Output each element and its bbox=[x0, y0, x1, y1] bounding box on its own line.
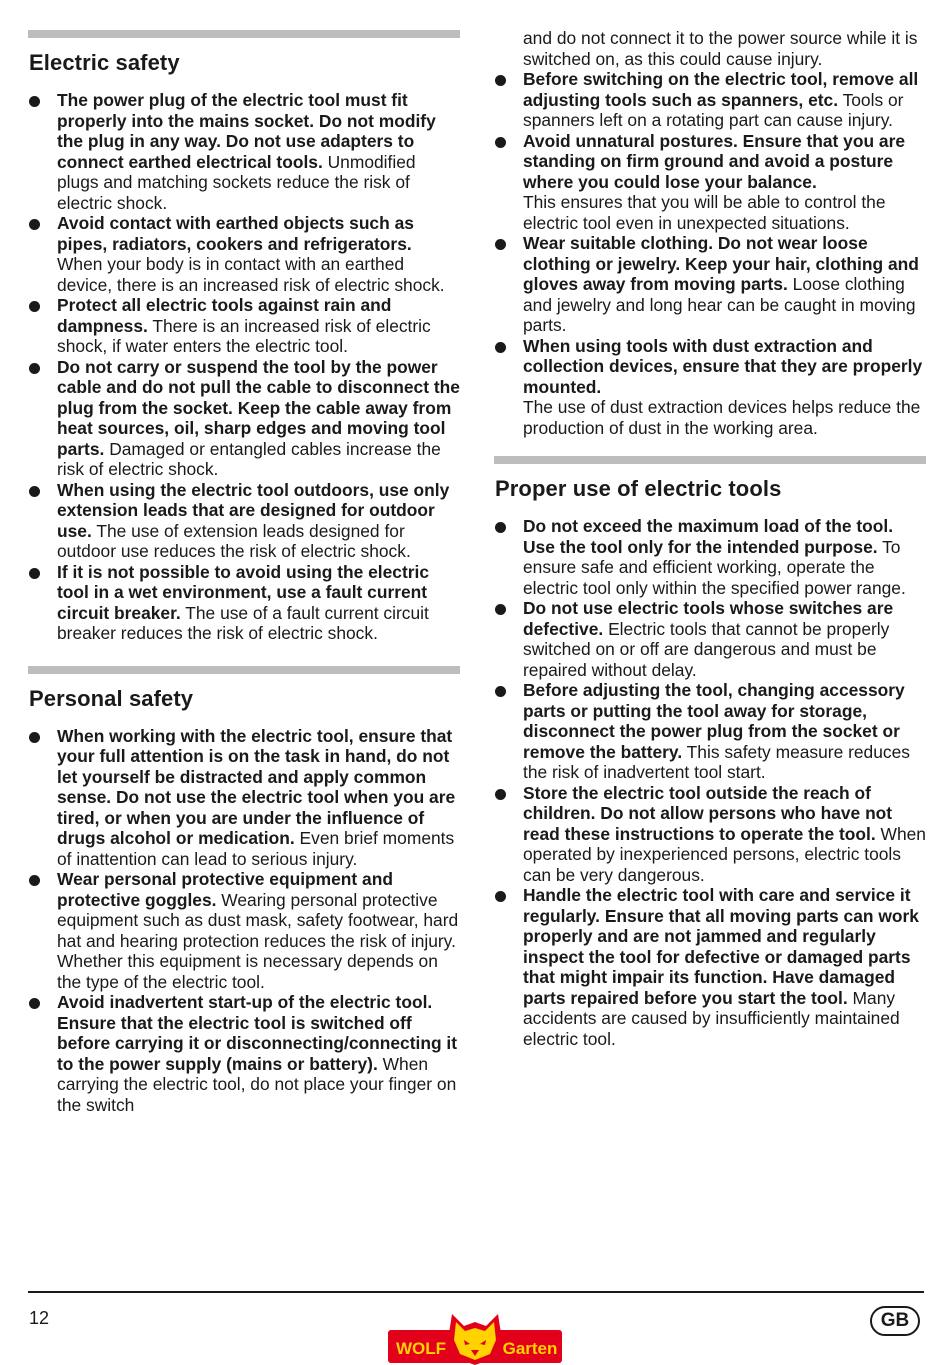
list-item: Before switching on the electric tool, remove all adjusting tools such as spanners, etc. Tools or spanners left on a rotating part can cause injury. bbox=[494, 69, 926, 131]
bullet-icon bbox=[495, 75, 506, 86]
logo-word-wolf: WOLF bbox=[395, 1339, 447, 1358]
list-item: Protect all electric tools against rain and dampness. There is an increased risk of electric shock, if water enters the electric tool. bbox=[28, 295, 460, 357]
bullet-icon bbox=[29, 568, 40, 579]
bullet-icon bbox=[495, 239, 506, 250]
section-rule bbox=[494, 456, 926, 464]
list-item: Handle the electric tool with care and service it regularly. Ensure that all moving parts can work properly and are not jammed and regularly inspect the tool for defective or damaged parts that might impair its function. Have damaged parts repaired before you start the tool. Many accidents are caused by insufficiently maintained electric tool. bbox=[494, 885, 926, 1049]
continued-paragraph: and do not connect it to the power source while it is switched on, as this could cause injury. bbox=[523, 28, 918, 69]
bullet-icon bbox=[29, 96, 40, 107]
right-column bbox=[494, 28, 926, 1049]
section-rule bbox=[28, 30, 460, 38]
list-item: Avoid inadvertent start-up of the electric tool. Ensure that the electric tool is switched off before carrying it or disconnecting/connecting it to the power supply (mains or battery). When carrying the electric tool, do not place your finger on the switch bbox=[28, 992, 460, 1115]
bullet-icon bbox=[495, 522, 506, 533]
bullet-icon bbox=[495, 342, 506, 353]
personal-safety-list-continued bbox=[494, 69, 926, 438]
bullet-icon bbox=[29, 301, 40, 312]
personal-safety-list bbox=[28, 726, 460, 1116]
list-item: Before adjusting the tool, changing accessory parts or putting the tool away for storage, disconnect the power plug from the socket or remove the battery. This safety measure reduces the risk of inadvertent tool start. bbox=[494, 680, 926, 783]
list-item: When using tools with dust extraction and collection devices, ensure that they are properly mounted. The use of dust extraction devices helps reduce the production of dust in the working area. bbox=[494, 336, 926, 439]
wolf-garten-logo bbox=[388, 1310, 562, 1365]
list-item: Avoid unnatural postures. Ensure that you are standing on firm ground and avoid a posture where you could lose your balance. This ensures that you will be able to control the electric tool even in unexpected situations. bbox=[494, 131, 926, 234]
bullet-icon bbox=[29, 732, 40, 743]
footer-rule bbox=[28, 1291, 924, 1293]
page-number: 12 bbox=[29, 1308, 50, 1328]
section-rule bbox=[28, 666, 460, 674]
list-item: Do not carry or suspend the tool by the power cable and do not pull the cable to disconnect the plug from the socket. Keep the cable away from heat sources, oil, sharp edges and moving tool parts. Damaged or entangled cables increase the risk of electric shock. bbox=[28, 357, 460, 480]
electric-safety-list bbox=[28, 90, 460, 644]
bullet-icon bbox=[495, 137, 506, 148]
section-title-personal-safety: Personal safety bbox=[29, 685, 194, 711]
list-item: The power plug of the electric tool must fit properly into the mains socket. Do not modify the plug in any way. Do not use adapters to connect earthed electrical tools. Unmodified plugs and matching sockets reduce the risk of electric shock. bbox=[28, 90, 460, 213]
section-title-proper-use: Proper use of electric tools bbox=[495, 476, 782, 501]
bullet-icon bbox=[495, 604, 506, 615]
bullet-icon bbox=[29, 219, 40, 230]
section-title-electric-safety: Electric safety bbox=[29, 50, 180, 75]
list-item: When working with the electric tool, ensure that your full attention is on the task in hand, do not let yourself be distracted and apply common sense. Do not use the electric tool when you are tired, or when you are under the influence of drugs alcohol or medication. Even brief moments of inattention can lead to serious injury. bbox=[28, 726, 460, 870]
list-item: When using the electric tool outdoors, use only extension leads that are designed for outdoor use. The use of extension leads designed for outdoor use reduces the risk of electric shock. bbox=[28, 480, 460, 562]
bullet-icon bbox=[495, 686, 506, 697]
proper-use-list bbox=[494, 516, 926, 1049]
wolf-head-icon bbox=[448, 1314, 502, 1365]
list-item: Do not use electric tools whose switches are defective. Electric tools that cannot be properly switched on or off are dangerous and must be repaired without delay. bbox=[494, 598, 926, 680]
language-badge: GB bbox=[870, 1306, 920, 1336]
list-item: Do not exceed the maximum load of the tool. Use the tool only for the intended purpose. To ensure safe and efficient working, operate the electric tool only within the specified power range. bbox=[494, 516, 926, 598]
bullet-icon bbox=[29, 486, 40, 497]
bullet-icon bbox=[495, 789, 506, 800]
list-item: Wear personal protective equipment and protective goggles. Wearing personal protective equipment such as dust mask, safety footwear, hard hat and hearing protection reduces the risk of injury. Whether this equipment is necessary depends on the type of the electric tool. bbox=[28, 869, 460, 992]
bullet-icon bbox=[495, 891, 506, 902]
bullet-icon bbox=[29, 998, 40, 1009]
list-item: If it is not possible to avoid using the electric tool in a wet environment, use a fault current circuit breaker. The use of a fault current circuit breaker reduces the risk of electric shock. bbox=[28, 562, 460, 644]
bullet-icon bbox=[29, 363, 40, 374]
bullet-icon bbox=[29, 875, 40, 886]
list-item: Avoid contact with earthed objects such as pipes, radiators, cookers and refrigerators. When your body is in contact with an earthed device, there is an increased risk of electric shock. bbox=[28, 213, 460, 295]
list-item: Wear suitable clothing. Do not wear loose clothing or jewelry. Keep your hair, clothing and gloves away from moving parts. Loose clothing and jewelry and long hear can be caught in moving parts. bbox=[494, 233, 926, 336]
logo-word-garten: Garten bbox=[502, 1339, 558, 1358]
left-column bbox=[28, 30, 460, 1115]
list-item: Store the electric tool outside the reach of children. Do not allow persons who have not read these instructions to operate the tool. When operated by inexperienced persons, electric tools can be very dangerous. bbox=[494, 783, 926, 886]
